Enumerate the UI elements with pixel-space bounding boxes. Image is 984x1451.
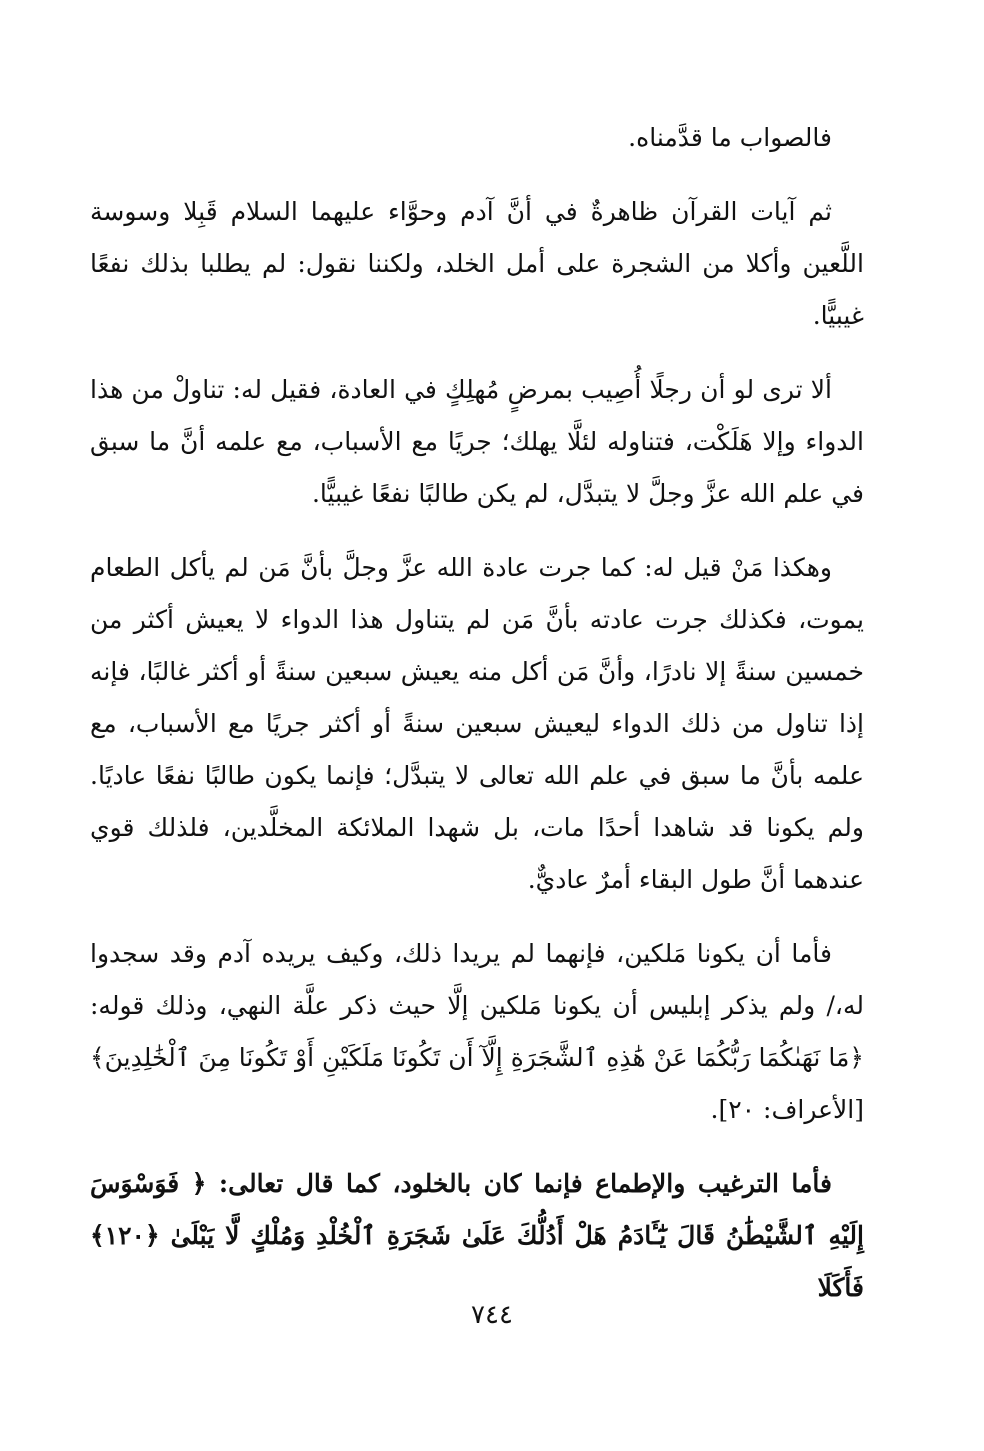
paragraph-gap	[90, 520, 864, 542]
paragraph-gap	[90, 342, 864, 364]
paragraph-gap	[90, 164, 864, 186]
page-number: ٧٤٤	[471, 1300, 513, 1330]
paragraph-gap	[90, 1136, 864, 1158]
paragraph-1: فالصواب ما قدَّمناه.	[628, 123, 832, 152]
paragraph-gap	[90, 906, 864, 928]
paragraph-2: ثم آيات القرآن ظاهرةٌ في أنَّ آدم وحوَّاء عليهما السلام قَبِلا وسوسة اللَّعين وأكلا من الشجرة على أمل الخلد، ولكننا نقول: لم يطلبا بذلك نفعًا غيبيًّا.	[90, 197, 864, 330]
paragraph-3: ألا ترى لو أن رجلًا أُصِيب بمرضٍ مُهلِكٍ في العادة، فقيل له: تناولْ من هذا الدواء وإلا هَلَكْت، فتناوله لئلَّا يهلك؛ جريًا مع الأسباب، مع علمه أنَّ ما سبق في علم الله عزَّ وجلَّ لا يتبدَّل، لم يكن طالبًا نفعًا غيبيًّا.	[90, 375, 864, 508]
paragraph-6: فأما الترغيب والإطماع فإنما كان بالخلود، كما قال تعالى: ﴿ فَوَسْوَسَ إِلَيْهِ ٱلشَّيْطَٰنُ قَالَ يَٰٓـَٔادَمُ هَلْ أَدُلُّكَ عَلَىٰ شَجَرَةِ ٱلْخُلْدِ وَمُلْكٍ لَّا يَبْلَىٰ ﴿١٢٠﴾ فَأَكَلَا	[90, 1169, 864, 1302]
paragraph-4: وهكذا مَنْ قيل له: كما جرت عادة الله عزَّ وجلَّ بأنَّ مَن لم يأكل الطعام يموت، فكذلك جرت عادته بأنَّ مَن لم يتناول هذا الدواء لا يعيش أكثر من خمسين سنةً إلا نادرًا، وأنَّ مَن أكل منه يعيش سبعين سنةً أو أكثر غالبًا، فإنه إذا تناول من ذلك الدواء ليعيش سبعين سنةً أو أكثر جريًا مع الأسباب، مع علمه بأنَّ ما سبق في علم الله تعالى لا يتبدَّل؛ فإنما يكون طالبًا نفعًا عاديًا. ولم يكونا قد شاهدا أحدًا مات، بل شهدا الملائكة المخلَّدين، فلذلك قوي عندهما أنَّ طول البقاء أمرٌ عاديٌّ.	[90, 553, 865, 894]
paragraph-5: فأما أن يكونا مَلكين، فإنهما لم يريدا ذلك، وكيف يريده آدم وقد سجدوا له،/ ولم يذكر إبليس أن يكونا مَلكين إلَّا حيث ذكر علَّة النهي، وذلك قوله: ﴿مَا نَهَىٰكُمَا رَبُّكُمَا عَنْ هَٰذِهِ ٱلشَّجَرَةِ إِلَّآ أَن تَكُونَا مَلَكَيْنِ أَوْ تَكُونَا مِنَ ٱلْخَٰلِدِينَ﴾ [الأعراف: ٢٠].	[90, 939, 864, 1124]
page-body	[90, 110, 864, 1314]
